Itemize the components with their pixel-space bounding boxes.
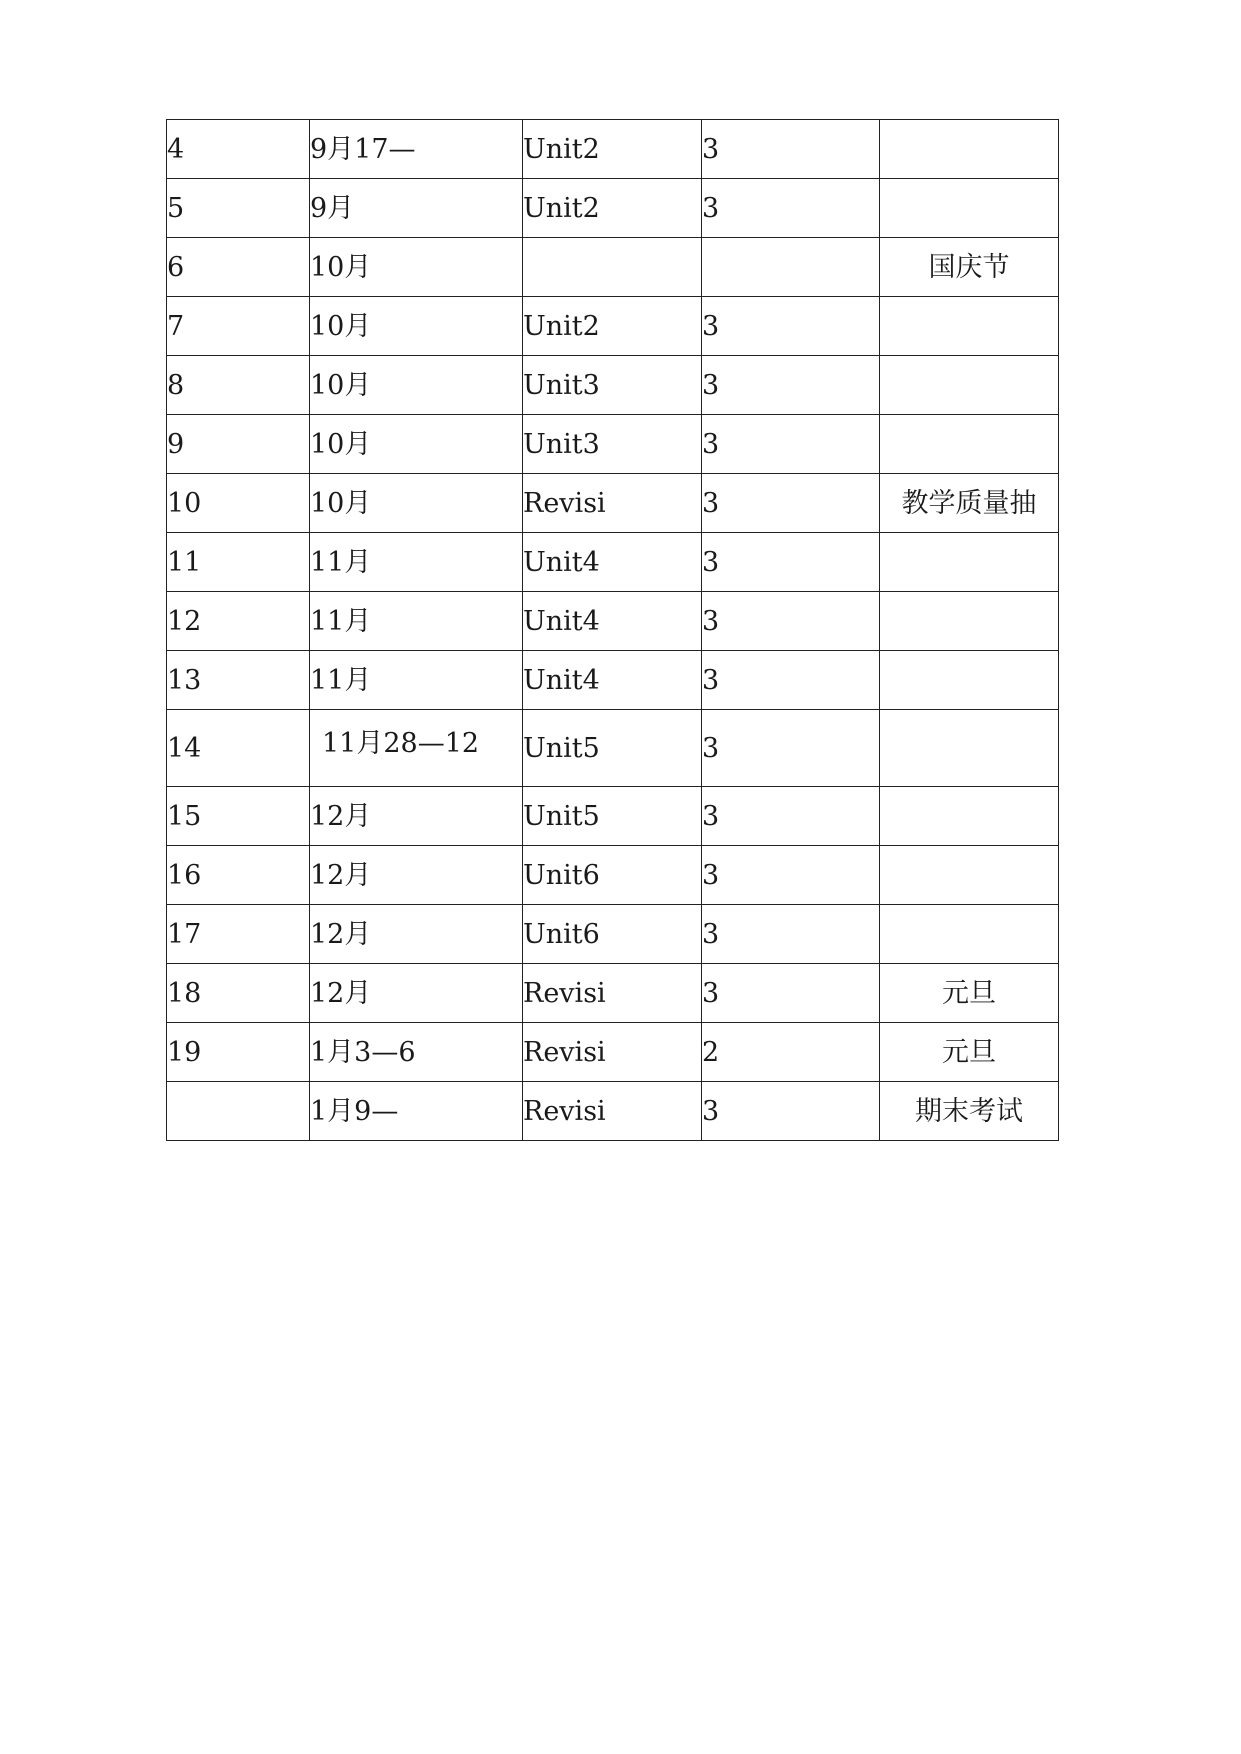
week-cell: 19 bbox=[167, 1023, 310, 1082]
hours-cell: 3 bbox=[702, 846, 880, 905]
table-row bbox=[167, 846, 1059, 905]
date-cell: 12月 bbox=[310, 787, 523, 846]
hours-cell bbox=[702, 238, 880, 297]
table-row bbox=[167, 651, 1059, 710]
note-cell bbox=[880, 533, 1059, 592]
content-cell: Unit4 bbox=[523, 533, 702, 592]
hours-cell: 3 bbox=[702, 533, 880, 592]
week-cell: 11 bbox=[167, 533, 310, 592]
date-cell: 11月 bbox=[310, 533, 523, 592]
note-cell bbox=[880, 905, 1059, 964]
note-cell: 元旦 bbox=[880, 1023, 1059, 1082]
week-cell: 17 bbox=[167, 905, 310, 964]
hours-cell: 3 bbox=[702, 592, 880, 651]
table-row bbox=[167, 1023, 1059, 1082]
note-cell bbox=[880, 297, 1059, 356]
hours-cell: 3 bbox=[702, 710, 880, 787]
date-cell: 11月 bbox=[310, 592, 523, 651]
note-cell: 国庆节 bbox=[880, 238, 1059, 297]
content-cell: Revisi bbox=[523, 964, 702, 1023]
note-cell bbox=[880, 356, 1059, 415]
date-cell: 12月 bbox=[310, 964, 523, 1023]
note-cell bbox=[880, 179, 1059, 238]
week-cell: 6 bbox=[167, 238, 310, 297]
table-row bbox=[167, 297, 1059, 356]
week-cell: 15 bbox=[167, 787, 310, 846]
hours-cell: 3 bbox=[702, 964, 880, 1023]
note-cell bbox=[880, 120, 1059, 179]
hours-cell: 3 bbox=[702, 179, 880, 238]
date-cell: 10月 bbox=[310, 474, 523, 533]
content-cell: Unit3 bbox=[523, 356, 702, 415]
note-cell bbox=[880, 710, 1059, 787]
content-cell: Unit3 bbox=[523, 415, 702, 474]
table-row bbox=[167, 592, 1059, 651]
date-cell: 10月 bbox=[310, 238, 523, 297]
content-cell: Unit4 bbox=[523, 592, 702, 651]
content-cell: Revisi bbox=[523, 1082, 702, 1141]
table-row bbox=[167, 415, 1059, 474]
date-cell: 10月 bbox=[310, 415, 523, 474]
table-row bbox=[167, 964, 1059, 1023]
date-cell: 11月 bbox=[310, 651, 523, 710]
table-row bbox=[167, 710, 1059, 787]
week-cell: 5 bbox=[167, 179, 310, 238]
week-cell: 8 bbox=[167, 356, 310, 415]
date-cell: 10月 bbox=[310, 297, 523, 356]
week-cell: 13 bbox=[167, 651, 310, 710]
content-cell: Unit6 bbox=[523, 846, 702, 905]
hours-cell: 2 bbox=[702, 1023, 880, 1082]
date-cell: 1月9— bbox=[310, 1082, 523, 1141]
note-cell: 元旦 bbox=[880, 964, 1059, 1023]
hours-cell: 3 bbox=[702, 787, 880, 846]
table-row bbox=[167, 1082, 1059, 1141]
content-cell: Unit4 bbox=[523, 651, 702, 710]
table-row bbox=[167, 238, 1059, 297]
hours-cell: 3 bbox=[702, 297, 880, 356]
content-cell: Unit2 bbox=[523, 179, 702, 238]
note-cell bbox=[880, 846, 1059, 905]
date-cell: 9月17— bbox=[310, 120, 523, 179]
week-cell: 16 bbox=[167, 846, 310, 905]
week-cell: 18 bbox=[167, 964, 310, 1023]
date-cell: 9月 bbox=[310, 179, 523, 238]
hours-cell: 3 bbox=[702, 415, 880, 474]
week-cell: 9 bbox=[167, 415, 310, 474]
hours-cell: 3 bbox=[702, 1082, 880, 1141]
content-cell: Revisi bbox=[523, 1023, 702, 1082]
week-cell: 12 bbox=[167, 592, 310, 651]
date-cell: 12月 bbox=[310, 846, 523, 905]
content-cell bbox=[523, 238, 702, 297]
note-cell: 期末考试 bbox=[880, 1082, 1059, 1141]
note-cell bbox=[880, 787, 1059, 846]
table-row bbox=[167, 787, 1059, 846]
table-row bbox=[167, 179, 1059, 238]
table-row bbox=[167, 356, 1059, 415]
hours-cell: 3 bbox=[702, 474, 880, 533]
content-cell: Revisi bbox=[523, 474, 702, 533]
note-cell bbox=[880, 415, 1059, 474]
hours-cell: 3 bbox=[702, 905, 880, 964]
content-cell: Unit6 bbox=[523, 905, 702, 964]
date-cell: 11月28—12 bbox=[310, 710, 523, 787]
content-cell: Unit2 bbox=[523, 297, 702, 356]
hours-cell: 3 bbox=[702, 651, 880, 710]
week-cell: 7 bbox=[167, 297, 310, 356]
content-cell: Unit2 bbox=[523, 120, 702, 179]
content-cell: Unit5 bbox=[523, 787, 702, 846]
week-cell: 4 bbox=[167, 120, 310, 179]
note-cell bbox=[880, 592, 1059, 651]
date-cell: 10月 bbox=[310, 356, 523, 415]
schedule-table bbox=[166, 119, 1059, 1141]
note-cell: 教学质量抽 bbox=[880, 474, 1059, 533]
week-cell: 14 bbox=[167, 710, 310, 787]
table-row bbox=[167, 120, 1059, 179]
week-cell bbox=[167, 1082, 310, 1141]
date-cell: 12月 bbox=[310, 905, 523, 964]
content-cell: Unit5 bbox=[523, 710, 702, 787]
table-row bbox=[167, 905, 1059, 964]
table-row bbox=[167, 474, 1059, 533]
hours-cell: 3 bbox=[702, 356, 880, 415]
week-cell: 10 bbox=[167, 474, 310, 533]
date-cell: 1月3—6 bbox=[310, 1023, 523, 1082]
hours-cell: 3 bbox=[702, 120, 880, 179]
table-row bbox=[167, 533, 1059, 592]
note-cell bbox=[880, 651, 1059, 710]
